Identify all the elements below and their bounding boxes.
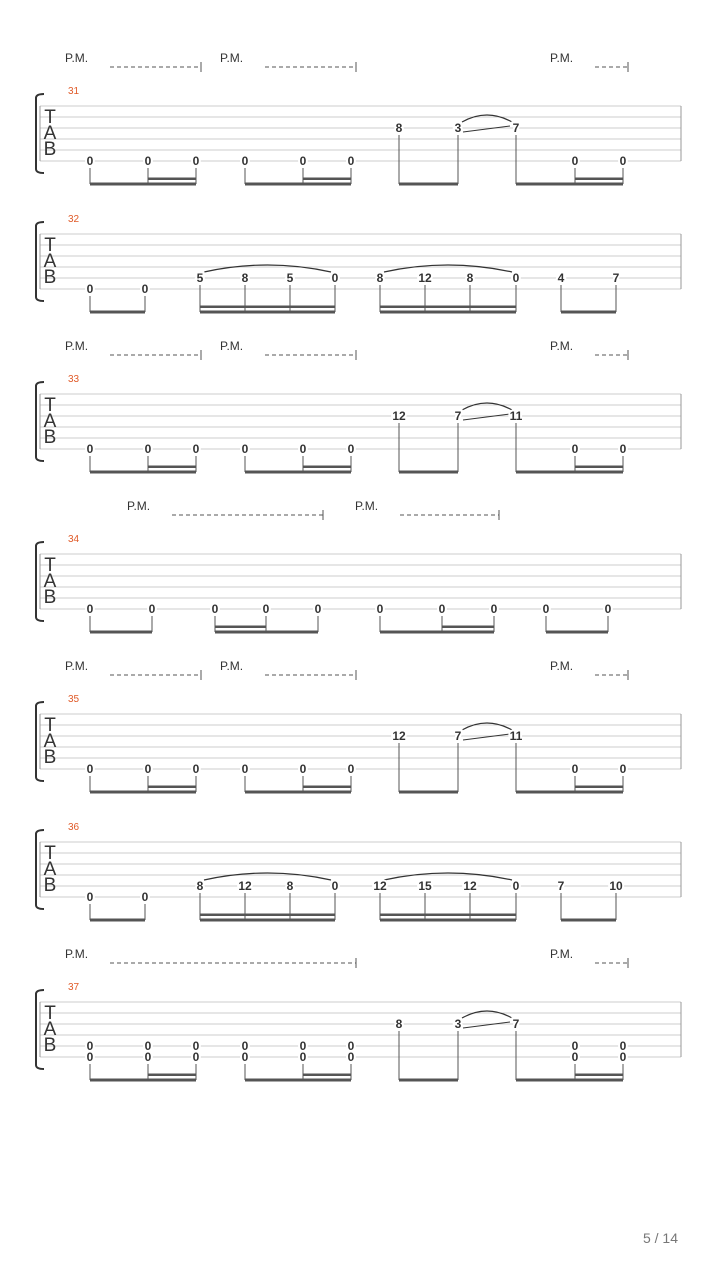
fret-number: 0 (490, 602, 498, 616)
beam-secondary (148, 786, 196, 789)
fret-number: 0 (376, 602, 384, 616)
beam-primary (561, 919, 616, 922)
fret-number: 0 (86, 602, 94, 616)
tab-clef-letter: A (43, 251, 57, 272)
fret-number: 7 (454, 409, 462, 423)
tab-clef-letter: A (43, 571, 57, 592)
tab-clef-letter: B (43, 747, 57, 768)
fret-number: 0 (347, 1039, 355, 1053)
beam-primary (380, 919, 516, 922)
fret-number: 0 (262, 602, 270, 616)
palm-mute-label: P.M. (550, 51, 574, 65)
tab-clef-letter: T (44, 395, 56, 416)
beam-primary (90, 1079, 196, 1082)
beam-secondary (303, 1074, 351, 1077)
beam-secondary (575, 466, 623, 469)
fret-number: 11 (509, 729, 523, 743)
fret-number: 3 (454, 1017, 462, 1031)
fret-number: 0 (192, 762, 200, 776)
fret-number: 0 (619, 1039, 627, 1053)
palm-mute-label: P.M. (127, 499, 151, 513)
fret-number: 7 (512, 121, 520, 135)
measure-number: 33 (68, 374, 80, 385)
fret-number: 0 (211, 602, 219, 616)
slur (462, 115, 512, 122)
fret-number: 0 (241, 762, 249, 776)
fret-number: 0 (141, 282, 149, 296)
fret-number: 0 (86, 890, 94, 904)
tab-clef-letter: B (43, 139, 57, 160)
beam-primary (90, 631, 152, 634)
fret-number: 0 (192, 1050, 200, 1064)
slur (462, 1011, 512, 1018)
fret-number: 10 (609, 879, 623, 893)
fret-number: 15 (418, 879, 432, 893)
fret-number: 0 (241, 1050, 249, 1064)
fret-number: 0 (619, 762, 627, 776)
fret-number: 8 (395, 1017, 403, 1031)
fret-number: 0 (241, 442, 249, 456)
fret-number: 8 (395, 121, 403, 135)
beam-secondary (303, 466, 351, 469)
palm-mute-label: P.M. (550, 947, 574, 961)
fret-number: 7 (557, 879, 565, 893)
tab-system-35 (36, 659, 681, 794)
slide-line (463, 414, 510, 420)
fret-number: 0 (571, 1050, 579, 1064)
fret-number: 12 (373, 879, 387, 893)
measure-number: 36 (68, 822, 80, 833)
fret-number: 0 (192, 154, 200, 168)
tab-clef-letter: T (44, 235, 56, 256)
beam-primary (90, 791, 196, 794)
slide-line (463, 1022, 510, 1028)
slur (384, 873, 512, 880)
tab-clef-letter: A (43, 411, 57, 432)
fret-number: 3 (454, 121, 462, 135)
palm-mute-label: P.M. (65, 659, 89, 673)
fret-number: 12 (392, 409, 406, 423)
palm-mute-label: P.M. (220, 339, 244, 353)
tab-clef-letter: A (43, 859, 57, 880)
tab-clef-letter: A (43, 731, 57, 752)
beam-primary (380, 631, 494, 634)
fret-number: 0 (604, 602, 612, 616)
fret-number: 11 (509, 409, 523, 423)
tab-clef-letter: T (44, 1003, 56, 1024)
beam-primary (399, 183, 458, 186)
tab-clef-letter: B (43, 267, 57, 288)
measure-number: 37 (68, 982, 80, 993)
palm-mute-label: P.M. (550, 659, 574, 673)
tab-clef-letter: B (43, 587, 57, 608)
beam-primary (200, 311, 335, 314)
fret-number: 0 (86, 282, 94, 296)
fret-number: 0 (144, 442, 152, 456)
tab-clef-letter: B (43, 427, 57, 448)
fret-number: 0 (571, 762, 579, 776)
slur (204, 265, 331, 272)
fret-number: 0 (144, 1039, 152, 1053)
fret-number: 0 (438, 602, 446, 616)
palm-mute-label: P.M. (355, 499, 379, 513)
beam-primary (516, 791, 623, 794)
beam-secondary (442, 626, 494, 629)
beam-primary (245, 1079, 351, 1082)
beam-primary (90, 471, 196, 474)
page-separator: / (650, 1230, 663, 1246)
beam-secondary (148, 178, 196, 181)
beam-primary (380, 311, 516, 314)
tab-clef-letter: A (43, 1019, 57, 1040)
fret-number: 0 (542, 602, 550, 616)
tab-clef-letter: A (43, 123, 57, 144)
beam-secondary (148, 466, 196, 469)
fret-number: 0 (241, 1039, 249, 1053)
fret-number: 7 (612, 271, 620, 285)
fret-number: 0 (347, 762, 355, 776)
beam-secondary (148, 1074, 196, 1077)
fret-number: 5 (196, 271, 204, 285)
measure-number: 32 (68, 214, 80, 225)
tab-clef-letter: T (44, 843, 56, 864)
fret-number: 0 (144, 762, 152, 776)
beam-secondary (200, 306, 335, 309)
fret-number: 7 (512, 1017, 520, 1031)
palm-mute-label: P.M. (65, 947, 89, 961)
fret-number: 8 (376, 271, 384, 285)
fret-number: 8 (466, 271, 474, 285)
beam-secondary (303, 178, 351, 181)
slide-line (463, 734, 510, 740)
fret-number: 0 (331, 271, 339, 285)
measure-number: 35 (68, 694, 80, 705)
fret-number: 7 (454, 729, 462, 743)
fret-number: 0 (86, 442, 94, 456)
measure-number: 31 (68, 86, 80, 97)
palm-mute-label: P.M. (220, 51, 244, 65)
beam-primary (399, 791, 458, 794)
fret-number: 0 (571, 154, 579, 168)
fret-number: 0 (86, 762, 94, 776)
fret-number: 0 (571, 1039, 579, 1053)
page-number (643, 1230, 678, 1246)
beam-secondary (575, 1074, 623, 1077)
slide-line (463, 126, 510, 132)
tab-clef-letter: T (44, 715, 56, 736)
tab-clef-letter: B (43, 1035, 57, 1056)
fret-number: 0 (347, 442, 355, 456)
fret-number: 0 (299, 442, 307, 456)
fret-number: 0 (512, 271, 520, 285)
beam-primary (200, 919, 335, 922)
page-current: 5 (642, 1230, 651, 1246)
palm-mute-label: P.M. (65, 51, 89, 65)
beam-secondary (380, 914, 516, 917)
tab-clef-letter: B (43, 875, 57, 896)
fret-number: 0 (86, 154, 94, 168)
fret-number: 0 (314, 602, 322, 616)
fret-number: 0 (144, 154, 152, 168)
fret-number: 8 (286, 879, 294, 893)
palm-mute-label: P.M. (220, 659, 244, 673)
beam-primary (90, 919, 145, 922)
fret-number: 12 (238, 879, 252, 893)
fret-number: 12 (463, 879, 477, 893)
beam-primary (399, 1079, 458, 1082)
tab-system-34 (36, 499, 681, 634)
beam-primary (245, 471, 351, 474)
fret-number: 8 (241, 271, 249, 285)
beam-primary (516, 183, 623, 186)
beam-primary (546, 631, 608, 634)
measure-number: 34 (68, 534, 80, 545)
fret-number: 0 (144, 1050, 152, 1064)
palm-mute-label: P.M. (550, 339, 574, 353)
slur (462, 723, 512, 730)
tab-clef-letter: T (44, 107, 56, 128)
beam-primary (215, 631, 318, 634)
beam-primary (245, 791, 351, 794)
tab-system-31 (36, 51, 681, 186)
fret-number: 0 (86, 1050, 94, 1064)
fret-number: 0 (299, 1050, 307, 1064)
slur (462, 403, 512, 410)
fret-number: 4 (557, 271, 565, 285)
fret-number: 0 (619, 1050, 627, 1064)
beam-primary (399, 471, 458, 474)
beam-primary (90, 311, 145, 314)
tab-system-37 (36, 947, 681, 1082)
beam-secondary (303, 786, 351, 789)
fret-number: 0 (299, 1039, 307, 1053)
fret-number: 0 (571, 442, 579, 456)
fret-number: 0 (141, 890, 149, 904)
fret-number: 0 (192, 1039, 200, 1053)
fret-number: 0 (192, 442, 200, 456)
fret-number: 0 (148, 602, 156, 616)
tab-clef-letter: T (44, 555, 56, 576)
palm-mute-label: P.M. (65, 339, 89, 353)
fret-number: 0 (347, 154, 355, 168)
fret-number: 0 (86, 1039, 94, 1053)
tab-system-36 (36, 822, 681, 922)
fret-number: 0 (619, 154, 627, 168)
beam-primary (561, 311, 616, 314)
beam-secondary (380, 306, 516, 309)
fret-number: 5 (286, 271, 294, 285)
beam-primary (245, 183, 351, 186)
fret-number: 12 (418, 271, 432, 285)
beam-secondary (575, 178, 623, 181)
tab-system-33 (36, 339, 681, 474)
fret-number: 8 (196, 879, 204, 893)
fret-number: 0 (512, 879, 520, 893)
fret-number: 0 (331, 879, 339, 893)
slur (204, 873, 331, 880)
fret-number: 0 (299, 154, 307, 168)
fret-number: 12 (392, 729, 406, 743)
fret-number: 0 (241, 154, 249, 168)
slur (384, 265, 512, 272)
fret-number: 0 (299, 762, 307, 776)
fret-number: 0 (347, 1050, 355, 1064)
beam-primary (90, 183, 196, 186)
beam-secondary (215, 626, 266, 629)
beam-primary (516, 1079, 623, 1082)
fret-number: 0 (619, 442, 627, 456)
tab-system-32 (36, 214, 681, 314)
beam-secondary (575, 786, 623, 789)
page-total: 14 (662, 1230, 678, 1246)
beam-secondary (200, 914, 335, 917)
beam-primary (516, 471, 623, 474)
